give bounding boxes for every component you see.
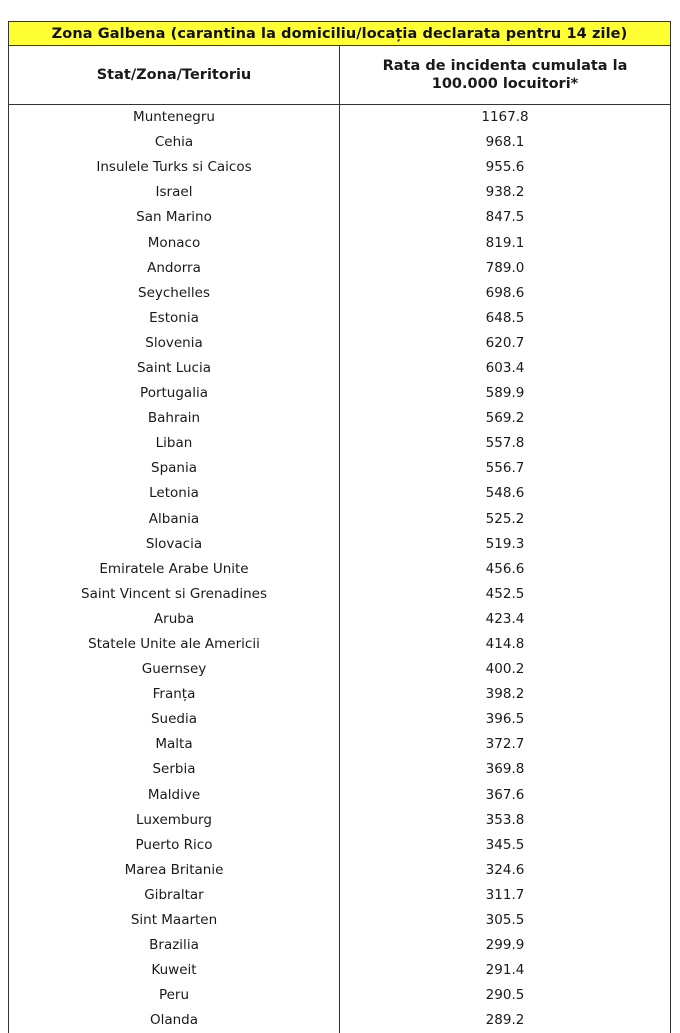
country-cell: Puerto Rico bbox=[9, 833, 340, 858]
rate-cell: 847.5 bbox=[340, 205, 671, 230]
country-cell: Franța bbox=[9, 682, 340, 707]
rate-cell: 1167.8 bbox=[340, 105, 671, 131]
rate-cell: 398.2 bbox=[340, 682, 671, 707]
country-cell: Israel bbox=[9, 180, 340, 205]
country-cell: Emiratele Arabe Unite bbox=[9, 557, 340, 582]
country-cell: Bahrain bbox=[9, 406, 340, 431]
table-row bbox=[9, 783, 671, 808]
rate-cell: 603.4 bbox=[340, 356, 671, 381]
country-cell: Muntenegru bbox=[9, 105, 340, 131]
country-cell: Malta bbox=[9, 732, 340, 757]
yellow-zone-table bbox=[8, 21, 671, 1033]
rate-cell: 369.8 bbox=[340, 757, 671, 782]
table-row bbox=[9, 808, 671, 833]
rate-cell: 400.2 bbox=[340, 657, 671, 682]
column-header-rate bbox=[340, 46, 671, 105]
table-row bbox=[9, 180, 671, 205]
table-row bbox=[9, 205, 671, 230]
table-row bbox=[9, 707, 671, 732]
rate-cell: 299.9 bbox=[340, 933, 671, 958]
rate-header-line1: Rata de incidenta cumulata la bbox=[340, 57, 670, 75]
country-cell: Guernsey bbox=[9, 657, 340, 682]
rate-cell: 345.5 bbox=[340, 833, 671, 858]
country-cell: Letonia bbox=[9, 481, 340, 506]
rate-cell: 789.0 bbox=[340, 256, 671, 281]
country-cell: Brazilia bbox=[9, 933, 340, 958]
rate-header-line2: 100.000 locuitori* bbox=[340, 75, 670, 93]
country-cell: Portugalia bbox=[9, 381, 340, 406]
table-row bbox=[9, 507, 671, 532]
country-cell: Estonia bbox=[9, 306, 340, 331]
rate-cell: 456.6 bbox=[340, 557, 671, 582]
rate-cell: 968.1 bbox=[340, 130, 671, 155]
zone-banner: Zona Galbena (carantina la domiciliu/locația declarata pentru 14 zile) bbox=[9, 22, 671, 46]
country-cell: San Marino bbox=[9, 205, 340, 230]
rate-cell: 557.8 bbox=[340, 431, 671, 456]
rate-cell: 569.2 bbox=[340, 406, 671, 431]
table-row bbox=[9, 155, 671, 180]
table-row bbox=[9, 582, 671, 607]
rate-cell: 305.5 bbox=[340, 908, 671, 933]
rate-cell: 525.2 bbox=[340, 507, 671, 532]
country-cell: Sint Maarten bbox=[9, 908, 340, 933]
table-row bbox=[9, 833, 671, 858]
rate-cell: 396.5 bbox=[340, 707, 671, 732]
rate-cell: 698.6 bbox=[340, 281, 671, 306]
table-row bbox=[9, 557, 671, 582]
table-row bbox=[9, 130, 671, 155]
rate-cell: 548.6 bbox=[340, 481, 671, 506]
table-row bbox=[9, 356, 671, 381]
country-cell: Suedia bbox=[9, 707, 340, 732]
country-cell: Marea Britanie bbox=[9, 858, 340, 883]
country-cell: Andorra bbox=[9, 256, 340, 281]
rate-cell: 423.4 bbox=[340, 607, 671, 632]
rate-cell: 324.6 bbox=[340, 858, 671, 883]
country-cell: Insulele Turks si Caicos bbox=[9, 155, 340, 180]
table-row bbox=[9, 933, 671, 958]
country-cell: Albania bbox=[9, 507, 340, 532]
rate-cell: 955.6 bbox=[340, 155, 671, 180]
rate-cell: 556.7 bbox=[340, 456, 671, 481]
table-row bbox=[9, 230, 671, 255]
country-cell: Slovacia bbox=[9, 532, 340, 557]
table-row bbox=[9, 256, 671, 281]
table-row bbox=[9, 757, 671, 782]
rate-cell: 452.5 bbox=[340, 582, 671, 607]
country-cell: Aruba bbox=[9, 607, 340, 632]
table-row bbox=[9, 1008, 671, 1033]
country-cell: Saint Vincent si Grenadines bbox=[9, 582, 340, 607]
table-row bbox=[9, 632, 671, 657]
rate-cell: 938.2 bbox=[340, 180, 671, 205]
rate-cell: 289.2 bbox=[340, 1008, 671, 1033]
rate-cell: 311.7 bbox=[340, 883, 671, 908]
rate-cell: 367.6 bbox=[340, 783, 671, 808]
column-header-country: Stat/Zona/Teritoriu bbox=[9, 46, 340, 105]
table-row bbox=[9, 331, 671, 356]
country-cell: Serbia bbox=[9, 757, 340, 782]
country-cell: Saint Lucia bbox=[9, 356, 340, 381]
rate-cell: 414.8 bbox=[340, 632, 671, 657]
country-cell: Liban bbox=[9, 431, 340, 456]
table-row bbox=[9, 431, 671, 456]
table-row bbox=[9, 481, 671, 506]
table-row bbox=[9, 281, 671, 306]
table-body bbox=[9, 105, 671, 1033]
table-row bbox=[9, 105, 671, 131]
rate-cell: 648.5 bbox=[340, 306, 671, 331]
country-cell: Slovenia bbox=[9, 331, 340, 356]
table-row bbox=[9, 983, 671, 1008]
table-row bbox=[9, 456, 671, 481]
table-row bbox=[9, 958, 671, 983]
table-row bbox=[9, 607, 671, 632]
rate-cell: 620.7 bbox=[340, 331, 671, 356]
rate-cell: 819.1 bbox=[340, 230, 671, 255]
table-row bbox=[9, 858, 671, 883]
table-row bbox=[9, 883, 671, 908]
table-row bbox=[9, 682, 671, 707]
country-cell: Kuweit bbox=[9, 958, 340, 983]
country-cell: Statele Unite ale Americii bbox=[9, 632, 340, 657]
table-row bbox=[9, 381, 671, 406]
table-row bbox=[9, 306, 671, 331]
table-row bbox=[9, 657, 671, 682]
country-cell: Spania bbox=[9, 456, 340, 481]
country-cell: Monaco bbox=[9, 230, 340, 255]
country-cell: Olanda bbox=[9, 1008, 340, 1033]
country-cell: Gibraltar bbox=[9, 883, 340, 908]
table-row bbox=[9, 908, 671, 933]
table-row bbox=[9, 732, 671, 757]
country-cell: Seychelles bbox=[9, 281, 340, 306]
country-cell: Luxemburg bbox=[9, 808, 340, 833]
country-cell: Maldive bbox=[9, 783, 340, 808]
rate-cell: 589.9 bbox=[340, 381, 671, 406]
country-cell: Cehia bbox=[9, 130, 340, 155]
document-sheet bbox=[8, 21, 671, 1033]
rate-cell: 290.5 bbox=[340, 983, 671, 1008]
country-cell: Peru bbox=[9, 983, 340, 1008]
table-row bbox=[9, 532, 671, 557]
rate-cell: 372.7 bbox=[340, 732, 671, 757]
rate-cell: 291.4 bbox=[340, 958, 671, 983]
table-row bbox=[9, 406, 671, 431]
rate-cell: 519.3 bbox=[340, 532, 671, 557]
rate-cell: 353.8 bbox=[340, 808, 671, 833]
